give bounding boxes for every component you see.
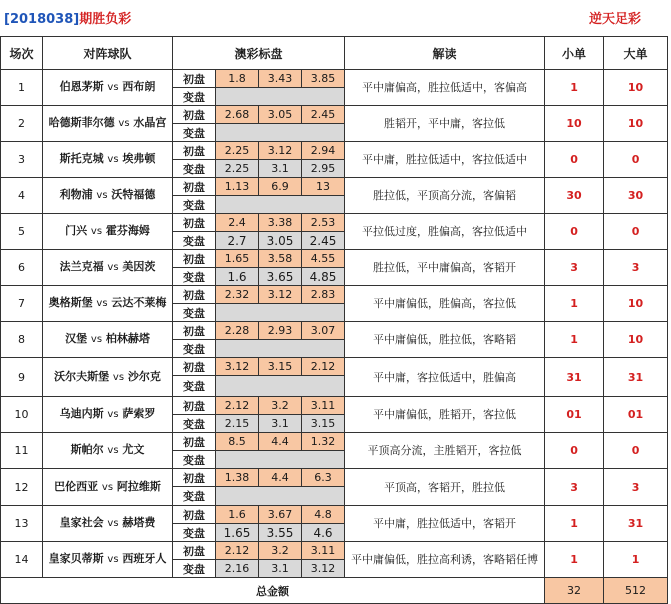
initial-odds-draw: 3.2 bbox=[259, 397, 302, 415]
table-row bbox=[1, 250, 668, 268]
brand-name: 逆天足彩 bbox=[588, 12, 641, 27]
col-no-header: 场次 bbox=[1, 37, 43, 70]
table-row bbox=[1, 178, 668, 196]
home-team: 皇家社会 bbox=[59, 516, 104, 529]
initial-odds-away-win: 2.53 bbox=[302, 214, 345, 232]
small-count: 0 bbox=[545, 142, 604, 178]
initial-odds-away-win: 2.94 bbox=[302, 142, 345, 160]
change-odds-home-win: 2.15 bbox=[216, 415, 259, 433]
table-row bbox=[1, 286, 668, 304]
initial-odds-away-win: 2.83 bbox=[302, 286, 345, 304]
match-number: 14 bbox=[1, 542, 43, 578]
change-odds-away-win: 2.95 bbox=[302, 160, 345, 178]
change-label: 变盘 bbox=[173, 415, 216, 433]
home-team: 利物浦 bbox=[59, 188, 93, 201]
col-note-header: 解读 bbox=[345, 37, 545, 70]
change-odds-draw: 3.05 bbox=[259, 232, 302, 250]
change-label: 变盘 bbox=[173, 268, 216, 286]
analysis-note: 平中庸偏低，胜拉高利诱，客略韬任博 bbox=[345, 542, 545, 578]
analysis-note: 平中庸偏高，胜拉低适中，客偏高 bbox=[345, 70, 545, 106]
initial-odds-draw: 2.93 bbox=[259, 322, 302, 340]
table-row bbox=[1, 506, 668, 524]
small-count: 1 bbox=[545, 322, 604, 358]
change-label: 变盘 bbox=[173, 304, 216, 322]
initial-odds-home-win: 2.12 bbox=[216, 542, 259, 560]
change-odds-away-win: 2.45 bbox=[302, 232, 345, 250]
away-team: 阿拉维斯 bbox=[116, 479, 161, 493]
initial-label: 初盘 bbox=[173, 506, 216, 524]
match-number: 11 bbox=[1, 433, 43, 469]
change-odds-empty bbox=[216, 196, 345, 214]
initial-odds-home-win: 1.38 bbox=[216, 469, 259, 487]
small-count: 3 bbox=[545, 469, 604, 506]
total-row bbox=[1, 578, 668, 604]
small-count: 1 bbox=[545, 542, 604, 578]
initial-odds-draw: 3.43 bbox=[259, 70, 302, 88]
table-row bbox=[1, 70, 668, 88]
change-label: 变盘 bbox=[173, 160, 216, 178]
change-odds-away-win: 4.85 bbox=[302, 268, 345, 286]
initial-odds-home-win: 2.4 bbox=[216, 214, 259, 232]
initial-odds-home-win: 1.65 bbox=[216, 250, 259, 268]
change-odds-draw: 3.1 bbox=[259, 415, 302, 433]
big-count: 1 bbox=[604, 542, 668, 578]
small-count: 1 bbox=[545, 70, 604, 106]
initial-odds-away-win: 3.85 bbox=[302, 70, 345, 88]
change-odds-empty bbox=[216, 376, 345, 397]
analysis-note: 平中庸偏低，胜偏高，客拉低 bbox=[345, 286, 545, 322]
big-count: 10 bbox=[604, 286, 668, 322]
away-team: 尤文 bbox=[122, 443, 145, 456]
initial-odds-home-win: 1.13 bbox=[216, 178, 259, 196]
change-label: 变盘 bbox=[173, 340, 216, 358]
match-teams bbox=[43, 506, 173, 542]
initial-odds-away-win: 1.32 bbox=[302, 433, 345, 451]
small-count: 3 bbox=[545, 250, 604, 286]
vs-label: vs bbox=[112, 371, 125, 383]
initial-odds-home-win: 2.68 bbox=[216, 106, 259, 124]
vs-label: vs bbox=[107, 445, 119, 456]
big-count: 31 bbox=[604, 358, 668, 397]
initial-odds-home-win: 2.28 bbox=[216, 322, 259, 340]
table-row bbox=[1, 397, 668, 415]
match-number: 13 bbox=[1, 506, 43, 542]
change-odds-draw: 3.1 bbox=[259, 560, 302, 578]
change-label: 变盘 bbox=[173, 232, 216, 250]
away-team: 赫塔费 bbox=[122, 516, 156, 529]
initial-label: 初盘 bbox=[173, 469, 216, 487]
small-count: 1 bbox=[545, 506, 604, 542]
change-odds-away-win: 4.6 bbox=[302, 524, 345, 542]
initial-label: 初盘 bbox=[173, 70, 216, 88]
big-count: 0 bbox=[604, 433, 668, 469]
match-number: 2 bbox=[1, 106, 43, 142]
initial-odds-draw: 3.58 bbox=[259, 250, 302, 268]
initial-label: 初盘 bbox=[173, 286, 216, 304]
initial-label: 初盘 bbox=[173, 322, 216, 340]
initial-odds-draw: 4.4 bbox=[259, 469, 302, 487]
vs-label: vs bbox=[90, 334, 103, 345]
match-teams bbox=[43, 433, 173, 469]
match-teams bbox=[43, 142, 173, 178]
initial-odds-home-win: 2.32 bbox=[216, 286, 259, 304]
initial-odds-home-win: 1.6 bbox=[216, 506, 259, 524]
initial-odds-draw: 3.12 bbox=[259, 286, 302, 304]
big-count: 10 bbox=[604, 70, 668, 106]
initial-label: 初盘 bbox=[173, 250, 216, 268]
initial-odds-away-win: 4.8 bbox=[302, 506, 345, 524]
change-odds-empty bbox=[216, 304, 345, 322]
col-big-header: 大单 bbox=[604, 37, 668, 70]
match-number: 7 bbox=[1, 286, 43, 322]
vs-label: vs bbox=[107, 154, 119, 165]
vs-label: vs bbox=[107, 82, 119, 93]
initial-odds-away-win: 2.12 bbox=[302, 358, 345, 376]
away-team: 西布朗 bbox=[122, 80, 156, 93]
analysis-note: 平顶高，客韬开，胜拉低 bbox=[345, 469, 545, 506]
initial-odds-home-win: 1.8 bbox=[216, 70, 259, 88]
change-odds-empty bbox=[216, 340, 345, 358]
big-count: 30 bbox=[604, 178, 668, 214]
match-table bbox=[0, 36, 668, 604]
vs-label: vs bbox=[96, 190, 108, 201]
initial-odds-draw: 3.2 bbox=[259, 542, 302, 560]
analysis-note: 平中庸，客拉低适中，胜偏高 bbox=[345, 358, 545, 397]
big-count: 3 bbox=[604, 250, 668, 286]
total-label: 总金额 bbox=[1, 578, 545, 604]
away-team: 水晶宫 bbox=[133, 116, 167, 129]
change-odds-draw: 3.1 bbox=[259, 160, 302, 178]
big-count: 31 bbox=[604, 506, 668, 542]
initial-odds-draw: 4.4 bbox=[259, 433, 302, 451]
match-number: 6 bbox=[1, 250, 43, 286]
analysis-note: 平拉低过度，胜偏高，客拉低适中 bbox=[345, 214, 545, 250]
analysis-note: 平中庸偏低，胜韬开，客拉低 bbox=[345, 397, 545, 433]
small-count: 0 bbox=[545, 433, 604, 469]
analysis-note: 平中庸，胜拉低适中，客韬开 bbox=[345, 506, 545, 542]
col-small-header: 小单 bbox=[545, 37, 604, 70]
match-number: 3 bbox=[1, 142, 43, 178]
match-teams bbox=[43, 322, 173, 358]
col-match-header: 对阵球队 bbox=[43, 37, 173, 70]
change-odds-empty bbox=[216, 88, 345, 106]
away-team: 西班牙人 bbox=[122, 552, 167, 565]
page-title-text: 期胜负彩 bbox=[79, 12, 132, 27]
match-number: 4 bbox=[1, 178, 43, 214]
home-team: 伯恩茅斯 bbox=[59, 80, 104, 93]
initial-odds-draw: 3.05 bbox=[259, 106, 302, 124]
match-teams bbox=[43, 70, 173, 106]
analysis-note: 平中庸偏低，胜拉低，客略韬 bbox=[345, 322, 545, 358]
initial-odds-away-win: 6.3 bbox=[302, 469, 345, 487]
change-odds-home-win: 2.7 bbox=[216, 232, 259, 250]
small-count: 1 bbox=[545, 286, 604, 322]
table-row bbox=[1, 106, 668, 124]
match-number: 5 bbox=[1, 214, 43, 250]
analysis-note: 胜拉低，平顶高分流，客偏韬 bbox=[345, 178, 545, 214]
change-label: 变盘 bbox=[173, 124, 216, 142]
home-team: 法兰克福 bbox=[59, 260, 104, 273]
vs-label: vs bbox=[107, 262, 119, 273]
initial-odds-home-win: 3.12 bbox=[216, 358, 259, 376]
small-count: 30 bbox=[545, 178, 604, 214]
match-teams bbox=[43, 106, 173, 142]
analysis-note: 胜韬开，平中庸，客拉低 bbox=[345, 106, 545, 142]
initial-odds-draw: 3.15 bbox=[259, 358, 302, 376]
analysis-note: 平顶高分流，主胜韬开，客拉低 bbox=[345, 433, 545, 469]
initial-odds-away-win: 3.11 bbox=[302, 397, 345, 415]
change-label: 变盘 bbox=[173, 451, 216, 469]
initial-label: 初盘 bbox=[173, 142, 216, 160]
away-team: 埃弗顿 bbox=[122, 152, 156, 165]
home-team: 门兴 bbox=[65, 224, 88, 237]
initial-label: 初盘 bbox=[173, 397, 216, 415]
change-label: 变盘 bbox=[173, 196, 216, 214]
change-label: 变盘 bbox=[173, 560, 216, 578]
initial-odds-away-win: 3.07 bbox=[302, 322, 345, 340]
home-team: 乌迪内斯 bbox=[59, 407, 104, 420]
vs-label: vs bbox=[118, 118, 130, 129]
change-odds-draw: 3.65 bbox=[259, 268, 302, 286]
home-team: 汉堡 bbox=[65, 332, 88, 345]
change-odds-home-win: 2.25 bbox=[216, 160, 259, 178]
away-team: 美因茨 bbox=[122, 260, 156, 273]
table-row bbox=[1, 469, 668, 487]
home-team: 斯托克城 bbox=[59, 152, 104, 165]
change-odds-away-win: 3.15 bbox=[302, 415, 345, 433]
home-team: 沃尔夫斯堡 bbox=[54, 369, 110, 383]
table-row bbox=[1, 214, 668, 232]
change-label: 变盘 bbox=[173, 88, 216, 106]
change-label: 变盘 bbox=[173, 376, 216, 397]
table-row bbox=[1, 322, 668, 340]
table-row bbox=[1, 142, 668, 160]
initial-odds-home-win: 8.5 bbox=[216, 433, 259, 451]
match-number: 12 bbox=[1, 469, 43, 506]
initial-odds-home-win: 2.12 bbox=[216, 397, 259, 415]
table-row bbox=[1, 433, 668, 451]
change-odds-away-win: 3.12 bbox=[302, 560, 345, 578]
col-odds-header: 澳彩标盘 bbox=[173, 37, 345, 70]
change-label: 变盘 bbox=[173, 524, 216, 542]
change-odds-empty bbox=[216, 124, 345, 142]
change-odds-home-win: 1.65 bbox=[216, 524, 259, 542]
match-number: 1 bbox=[1, 70, 43, 106]
total-small: 32 bbox=[545, 578, 604, 604]
initial-label: 初盘 bbox=[173, 542, 216, 560]
big-count: 0 bbox=[604, 214, 668, 250]
match-teams bbox=[43, 250, 173, 286]
small-count: 01 bbox=[545, 397, 604, 433]
small-count: 10 bbox=[545, 106, 604, 142]
initial-odds-away-win: 4.55 bbox=[302, 250, 345, 268]
total-big: 512 bbox=[604, 578, 668, 604]
small-count: 31 bbox=[545, 358, 604, 397]
big-count: 3 bbox=[604, 469, 668, 506]
initial-odds-draw: 3.38 bbox=[259, 214, 302, 232]
table-row bbox=[1, 358, 668, 376]
initial-label: 初盘 bbox=[173, 106, 216, 124]
initial-odds-away-win: 13 bbox=[302, 178, 345, 196]
big-count: 01 bbox=[604, 397, 668, 433]
match-number: 8 bbox=[1, 322, 43, 358]
away-team: 云达不莱梅 bbox=[111, 296, 167, 309]
change-odds-empty bbox=[216, 487, 345, 506]
initial-label: 初盘 bbox=[173, 358, 216, 376]
small-count: 0 bbox=[545, 214, 604, 250]
big-count: 10 bbox=[604, 106, 668, 142]
initial-odds-draw: 6.9 bbox=[259, 178, 302, 196]
initial-odds-draw: 3.12 bbox=[259, 142, 302, 160]
analysis-note: 胜拉低，平中庸偏高，客韬开 bbox=[345, 250, 545, 286]
away-team: 霍芬海姆 bbox=[105, 224, 150, 237]
match-number: 10 bbox=[1, 397, 43, 433]
match-teams bbox=[43, 286, 173, 322]
change-odds-draw: 3.55 bbox=[259, 524, 302, 542]
home-team: 奥格斯堡 bbox=[48, 296, 93, 309]
match-teams bbox=[43, 214, 173, 250]
vs-label: vs bbox=[101, 481, 114, 493]
match-teams bbox=[43, 358, 173, 397]
initial-label: 初盘 bbox=[173, 433, 216, 451]
table-row bbox=[1, 542, 668, 560]
away-team: 萨索罗 bbox=[122, 407, 156, 420]
title-bar bbox=[0, 0, 671, 36]
initial-label: 初盘 bbox=[173, 214, 216, 232]
home-team: 斯帕尔 bbox=[70, 443, 104, 456]
away-team: 柏林赫塔 bbox=[105, 332, 150, 345]
match-teams bbox=[43, 178, 173, 214]
vs-label: vs bbox=[90, 226, 103, 237]
away-team: 沃特福德 bbox=[111, 188, 156, 201]
change-odds-home-win: 1.6 bbox=[216, 268, 259, 286]
big-count: 0 bbox=[604, 142, 668, 178]
vs-label: vs bbox=[107, 554, 119, 565]
match-teams bbox=[43, 397, 173, 433]
page-title bbox=[4, 8, 131, 27]
initial-label: 初盘 bbox=[173, 178, 216, 196]
initial-odds-away-win: 2.45 bbox=[302, 106, 345, 124]
big-count: 10 bbox=[604, 322, 668, 358]
home-team: 巴伦西亚 bbox=[54, 479, 99, 493]
home-team: 皇家贝蒂斯 bbox=[48, 552, 104, 565]
table-header bbox=[1, 37, 668, 70]
vs-label: vs bbox=[107, 409, 119, 420]
match-teams bbox=[43, 542, 173, 578]
change-odds-empty bbox=[216, 451, 345, 469]
vs-label: vs bbox=[107, 518, 119, 529]
initial-odds-home-win: 2.25 bbox=[216, 142, 259, 160]
change-label: 变盘 bbox=[173, 487, 216, 506]
vs-label: vs bbox=[96, 298, 108, 309]
period-number: [2018038] bbox=[4, 12, 80, 27]
initial-odds-draw: 3.67 bbox=[259, 506, 302, 524]
analysis-note: 平中庸，胜拉低适中，客拉低适中 bbox=[345, 142, 545, 178]
initial-odds-away-win: 3.11 bbox=[302, 542, 345, 560]
change-odds-home-win: 2.16 bbox=[216, 560, 259, 578]
away-team: 沙尔克 bbox=[127, 369, 161, 383]
home-team: 哈德斯菲尔德 bbox=[48, 116, 115, 129]
match-teams bbox=[43, 469, 173, 506]
match-number: 9 bbox=[1, 358, 43, 397]
